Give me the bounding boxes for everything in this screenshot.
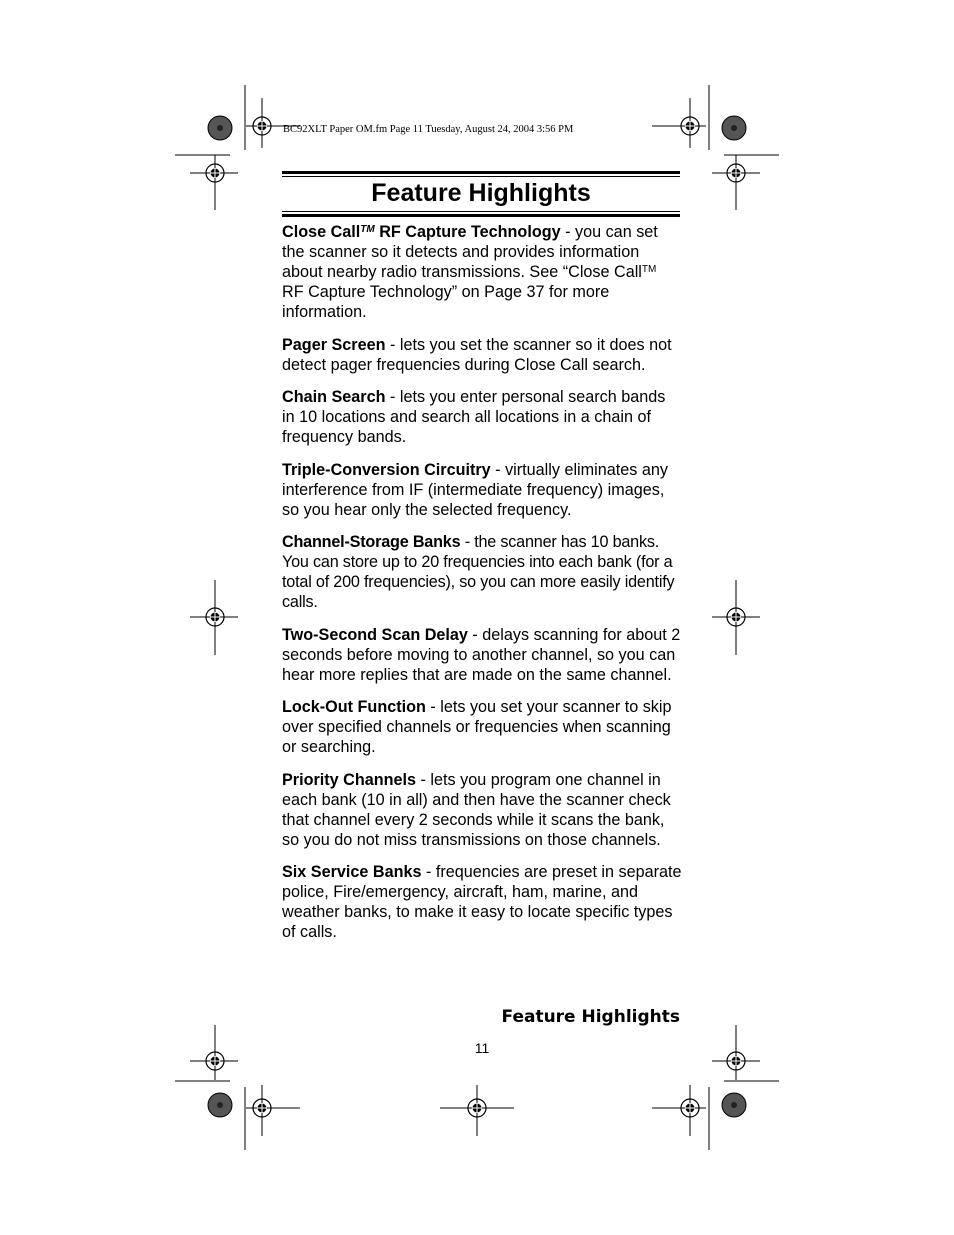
feature-term: Chain Search [282, 388, 386, 406]
feature-term: Lock-Out Function [282, 698, 426, 716]
feature-priority-channels: Priority Channels - lets you program one channel in each bank (10 in all) and then have the scanner check that channel every 2 seconds while it scans the bank, so you do not miss transmissions on those channels. [282, 770, 671, 849]
feature-two-second-scan-delay: Two-Second Scan Delay - delays scanning for about 2 seconds before moving to another channel, so you can hear more replies that are made on the same channel. [282, 625, 681, 684]
file-info-header: BC92XLT Paper OM.fm Page 11 Tuesday, August 24, 2004 3:56 PM [283, 124, 574, 135]
feature-term: Two-Second Scan Delay [282, 625, 468, 644]
feature-six-service-banks: Six Service Banks - frequencies are preset in separate police, Fire/emergency, aircraft, ham, marine, and weather banks, to make it easy to locate specific types of calls. [282, 863, 682, 941]
feature-term: Close Call™ RF Capture Technology [282, 223, 561, 241]
title-rule-bottom [282, 214, 680, 217]
feature-channel-storage-banks: Channel-Storage Banks - the scanner has 10 banks. You can store up to 20 frequencies into each bank (for a total of 200 frequencies), so you can more easily identify calls. [282, 533, 675, 611]
feature-term: Priority Channels [282, 770, 417, 789]
feature-list [282, 222, 682, 955]
title-rule-top-thin [282, 176, 680, 177]
title-rule-top [282, 171, 680, 174]
page-title: Feature Highlights [371, 179, 591, 207]
feature-term: Six Service Banks [282, 863, 422, 881]
page-number: 11 [474, 1040, 490, 1056]
feature-triple-conversion: Triple-Conversion Circuitry - virtually eliminates any interference from IF (intermediate frequency) images, so you hear only the selected frequency. [282, 460, 668, 519]
feature-term: Channel-Storage Banks [282, 533, 461, 551]
feature-close-call: Close Call™ RF Capture Technology - you can set the scanner so it detects and provides information about nearby radio transmissions. See “Close Call™ RF Capture Technology” on Page 37 for more information. [282, 223, 658, 321]
feature-term: Triple-Conversion Circuitry [282, 460, 491, 479]
feature-pager-screen: Pager Screen - lets you set the scanner so it does not detect pager frequencies during Close Call search. [282, 335, 672, 374]
feature-term: Pager Screen [282, 335, 386, 354]
feature-chain-search: Chain Search - lets you enter personal search bands in 10 locations and search all locations in a chain of frequency bands. [282, 388, 666, 446]
title-rule-bottom-thin [282, 211, 680, 212]
feature-lock-out-function: Lock-Out Function - lets you set your scanner to skip over specified channels or frequencies when scanning or searching. [282, 698, 672, 756]
footer-section-title: Feature Highlights [501, 1007, 680, 1027]
